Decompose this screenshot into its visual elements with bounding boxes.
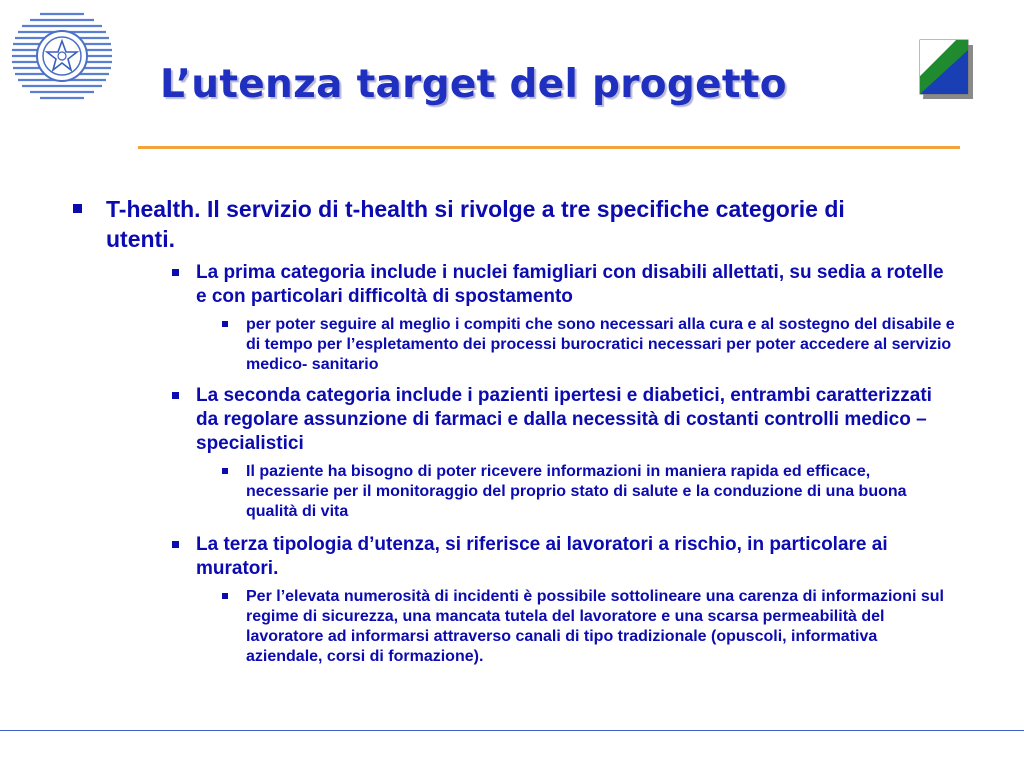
bullet-level-2 [196,533,956,581]
square-bullet-icon [172,269,179,276]
bullet-text: La seconda categoria include i pazienti ipertesi e diabetici, entrambi caratterizzati da regolare assunzione di farmaci e dalla necessità di costanti controlli medico – specialistici [196,385,932,454]
bullet-text: Per l’elevata numerosità di incidenti è possibile sottolineare una carenza di informazioni sul regime di sicurezza, una mancata tutela del lavoratore e una scarsa permeabilità del lavoratore ad informarsi attraverso canali di tipo tradizionale (opuscoli, informativa aziendale, corsi di formazione). [246,588,944,665]
bullet-level-1 [106,194,906,254]
bullet-text: Il paziente ha bisogno di poter ricevere informazioni in maniera rapida ed efficace, necessarie per il monitoraggio del proprio stato di salute e la conduzione di una buona qualità di vita [246,463,907,520]
square-bullet-icon [222,593,228,599]
page-title: L’utenza target del progetto [160,62,787,107]
square-bullet-icon [222,468,228,474]
bullet-text: La prima categoria include i nuclei famigliari con disabili allettati, su sedia a rotelle e con particolari difficoltà di spostamento [196,262,944,307]
bullet-level-3 [246,587,956,667]
bullet-text: per poter seguire al meglio i compiti che sono necessari alla cura e al sostegno del disabile e di tempo per l’espletamento dei processi burocratici necessari per poter accedere al servizio medico- sanitario [246,316,955,373]
square-bullet-icon [172,541,179,548]
square-bullet-icon [73,204,82,213]
bullet-level-3 [246,462,956,522]
footer-divider [0,730,1024,731]
bullet-level-2 [196,261,956,309]
square-bullet-icon [172,392,179,399]
square-bullet-icon [222,321,228,327]
bullet-level-3 [246,315,956,375]
bullet-text: T-health. Il servizio di t-health si rivolge a tre specifiche categorie di utenti. [106,196,845,252]
bullet-level-2 [196,384,956,456]
bullet-text: La terza tipologia d’utenza, si riferisce ai lavoratori a rischio, in particolare ai muratori. [196,534,888,579]
